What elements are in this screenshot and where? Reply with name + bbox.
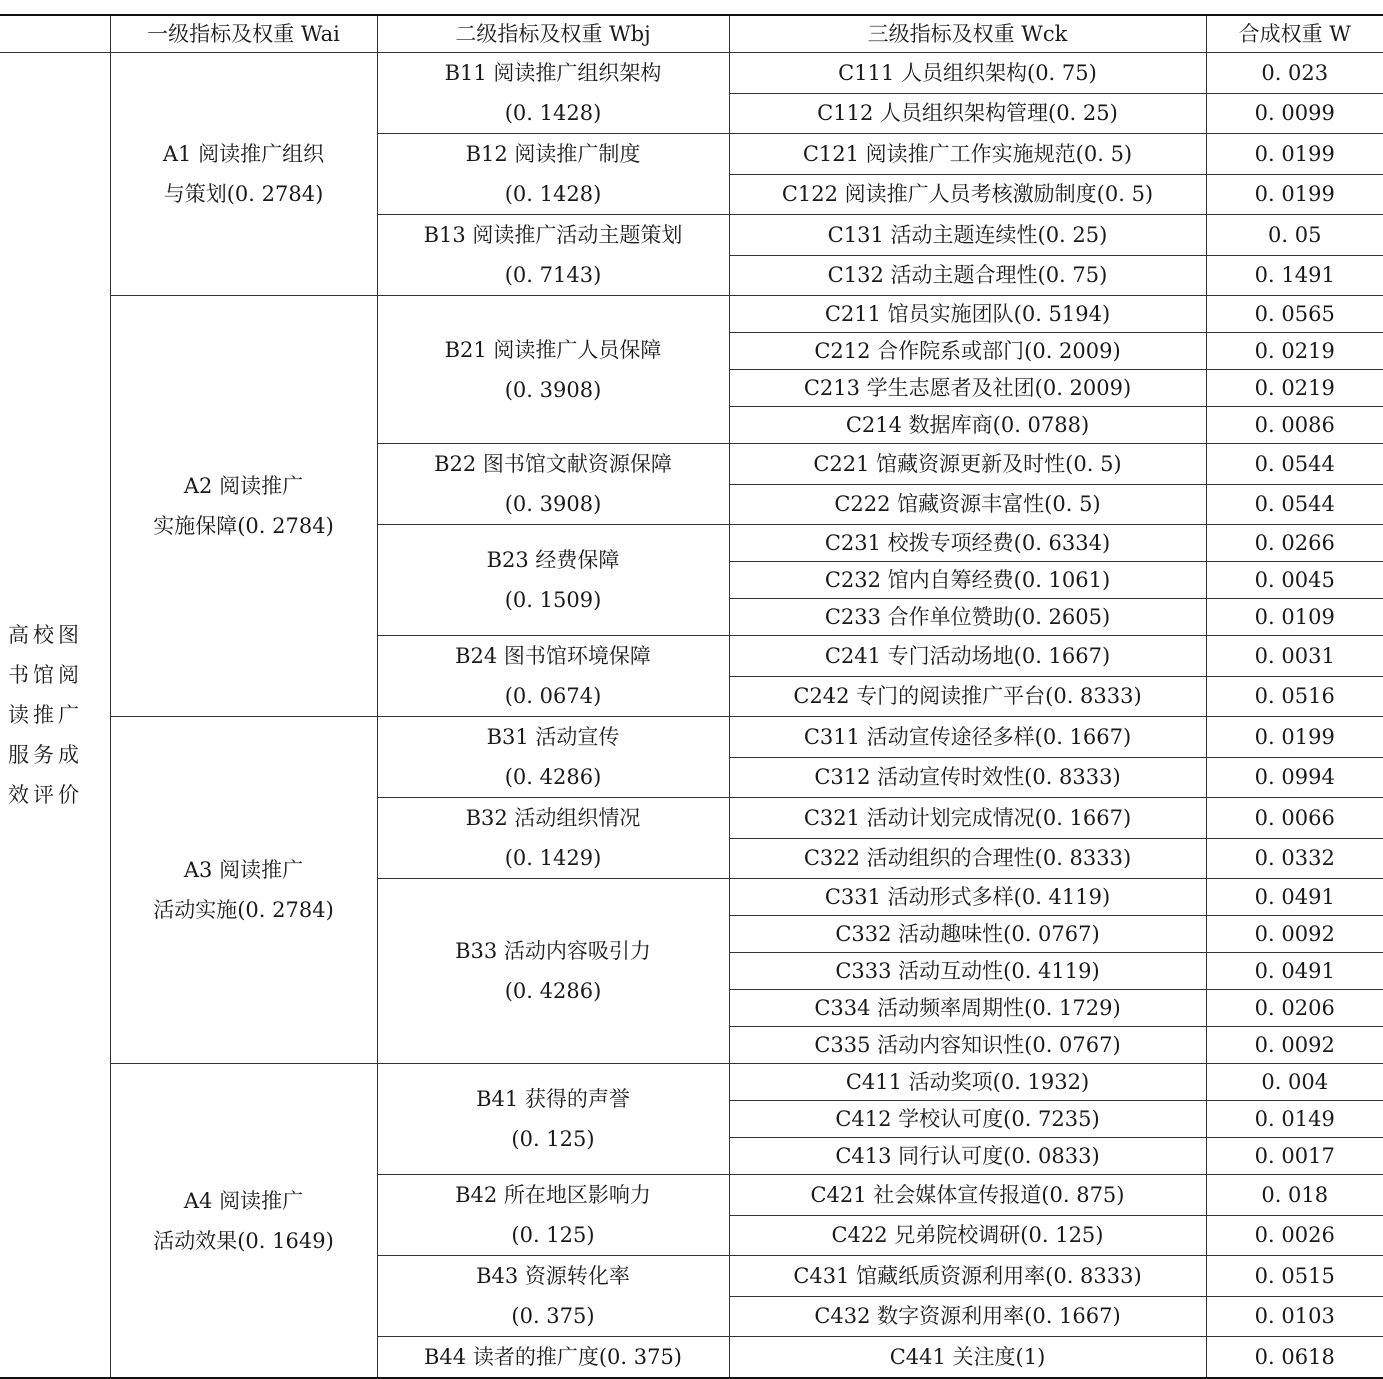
level2-indicator-cell-weight: (0. 1509) (504, 588, 602, 612)
level1-indicator-cell (110, 1064, 377, 1379)
level3-indicator-cell: C331 活动形式多样(0. 4119) (729, 879, 1206, 916)
table-row (0, 1064, 1383, 1101)
level3-indicator-cell: C122 阅读推广人员考核激励制度(0. 5) (729, 174, 1206, 215)
level3-indicator-cell: C241 专门活动场地(0. 1667) (729, 636, 1206, 677)
level2-indicator-cell (377, 53, 729, 134)
level3-indicator-cell: C334 活动频率周期性(0. 1729) (729, 990, 1206, 1027)
header-level1: 一级指标及权重 Wai (110, 15, 377, 53)
level2-indicator-cell (377, 134, 729, 215)
table-row (0, 717, 1383, 758)
level2-indicator-cell-weight: (0. 7143) (504, 263, 602, 287)
level2-indicator-cell (377, 1064, 729, 1175)
level3-indicator-cell: C221 馆藏资源更新及时性(0. 5) (729, 444, 1206, 485)
level2-indicator-cell-title: B31 活动宣传 (486, 725, 620, 749)
level3-indicator-cell: C432 数字资源利用率(0. 1667) (729, 1296, 1206, 1337)
level2-indicator-cell-title: B24 图书馆环境保障 (455, 644, 651, 668)
level1-indicator-cell (110, 717, 377, 1064)
table-row (0, 53, 1383, 94)
level1-indicator-cell (110, 53, 377, 296)
level3-indicator-cell: C222 馆藏资源丰富性(0. 5) (729, 484, 1206, 525)
table-body (0, 53, 1383, 1379)
composite-weight-cell: 0. 0149 (1206, 1101, 1383, 1138)
level3-indicator-cell: C211 馆员实施团队(0. 5194) (729, 296, 1206, 333)
composite-weight-cell: 0. 0206 (1206, 990, 1383, 1027)
level2-indicator-cell-title: B33 活动内容吸引力 (455, 939, 651, 963)
composite-weight-cell: 0. 0219 (1206, 333, 1383, 370)
level2-indicator-cell-weight: (0. 4286) (504, 765, 602, 789)
level2-indicator-cell-title: B41 获得的声誉 (476, 1087, 630, 1111)
level2-indicator-cell-weight: (0. 1428) (504, 101, 602, 125)
header-composite-weight: 合成权重 W (1206, 15, 1383, 53)
composite-weight-cell: 0. 023 (1206, 53, 1383, 94)
level3-indicator-cell: C333 活动互动性(0. 4119) (729, 953, 1206, 990)
composite-weight-cell: 0. 0099 (1206, 93, 1383, 134)
level3-indicator-cell: C431 馆藏纸质资源利用率(0. 8333) (729, 1256, 1206, 1297)
level1-indicator-cell-title: A1 阅读推广组织 (162, 142, 325, 166)
level3-indicator-cell: C132 活动主题合理性(0. 75) (729, 255, 1206, 296)
level3-indicator-cell: C311 活动宣传途径多样(0. 1667) (729, 717, 1206, 758)
header-level3: 三级指标及权重 Wck (729, 15, 1206, 53)
level2-indicator-cell (377, 798, 729, 879)
level2-indicator-cell-weight: (0. 1428) (504, 182, 602, 206)
level2-indicator-cell-weight: (0. 4286) (504, 979, 602, 1003)
level3-indicator-cell: C422 兄弟院校调研(0. 125) (729, 1215, 1206, 1256)
level3-indicator-cell: C214 数据库商(0. 0788) (729, 407, 1206, 444)
header-level2: 二级指标及权重 Wbj (377, 15, 729, 53)
level1-indicator-cell-title: A3 阅读推广 (183, 858, 304, 882)
composite-weight-cell: 0. 0219 (1206, 370, 1383, 407)
level3-indicator-cell: C312 活动宣传时效性(0. 8333) (729, 757, 1206, 798)
level2-indicator-cell-title: B23 经费保障 (486, 548, 620, 572)
composite-weight-cell: 0. 0092 (1206, 1027, 1383, 1064)
level2-indicator-cell-title: B32 活动组织情况 (465, 806, 641, 830)
header-root (0, 15, 110, 53)
composite-weight-cell: 0. 0516 (1206, 676, 1383, 717)
composite-weight-cell: 0. 0092 (1206, 916, 1383, 953)
level3-indicator-cell: C121 阅读推广工作实施规范(0. 5) (729, 134, 1206, 175)
level3-indicator-cell: C212 合作院系或部门(0. 2009) (729, 333, 1206, 370)
level1-indicator-cell-weight: 与策划(0. 2784) (163, 182, 324, 206)
composite-weight-cell: 0. 0266 (1206, 525, 1383, 562)
level3-indicator-cell: C112 人员组织架构管理(0. 25) (729, 93, 1206, 134)
level3-indicator-cell: C421 社会媒体宣传报道(0. 875) (729, 1175, 1206, 1216)
level3-indicator-cell: C233 合作单位赞助(0. 2605) (729, 599, 1206, 636)
composite-weight-cell: 0. 0199 (1206, 134, 1383, 175)
composite-weight-cell: 0. 018 (1206, 1175, 1383, 1216)
level2-indicator-cell-weight: (0. 375) (511, 1304, 595, 1328)
level2-indicator-cell (377, 1175, 729, 1256)
level1-indicator-cell-weight: 实施保障(0. 2784) (153, 514, 334, 538)
level3-indicator-cell: C412 学校认可度(0. 7235) (729, 1101, 1206, 1138)
level3-indicator-cell: C321 活动计划完成情况(0. 1667) (729, 798, 1206, 839)
composite-weight-cell: 0. 0565 (1206, 296, 1383, 333)
level3-indicator-cell: C411 活动奖项(0. 1932) (729, 1064, 1206, 1101)
level3-indicator-cell: C332 活动趣味性(0. 0767) (729, 916, 1206, 953)
composite-weight-cell: 0. 0066 (1206, 798, 1383, 839)
level2-indicator-cell-title: B21 阅读推广人员保障 (444, 337, 662, 362)
level3-indicator-cell: C231 校拨专项经费(0. 6334) (729, 525, 1206, 562)
level2-indicator-cell-title: B22 图书馆文献资源保障 (434, 452, 672, 476)
level3-indicator-cell: C213 学生志愿者及社团(0. 2009) (729, 370, 1206, 407)
level2-indicator-cell (377, 1337, 729, 1379)
table-row (0, 296, 1383, 333)
level2-indicator-cell-weight: (0. 0674) (504, 684, 602, 708)
composite-weight-cell: 0. 0031 (1206, 636, 1383, 677)
level1-indicator-cell (110, 296, 377, 717)
level2-indicator-cell (377, 636, 729, 717)
level3-indicator-cell: C131 活动主题连续性(0. 25) (729, 215, 1206, 256)
level2-indicator-cell-title: B44 读者的推广度(0. 375) (423, 1345, 682, 1369)
level2-indicator-cell-title: B11 阅读推广组织架构 (444, 61, 662, 85)
level2-indicator-cell (377, 444, 729, 525)
level3-indicator-cell: C322 活动组织的合理性(0. 8333) (729, 838, 1206, 879)
level1-indicator-cell-title: A4 阅读推广 (183, 1188, 304, 1213)
level2-indicator-cell-weight: (0. 3908) (504, 492, 602, 516)
level3-indicator-cell: C242 专门的阅读推广平台(0. 8333) (729, 676, 1206, 717)
level2-indicator-cell (377, 1256, 729, 1337)
level1-indicator-cell-title: A2 阅读推广 (183, 474, 304, 498)
composite-weight-cell: 0. 0017 (1206, 1138, 1383, 1175)
level2-indicator-cell-weight: (0. 125) (511, 1223, 595, 1247)
composite-weight-cell: 0. 05 (1206, 215, 1383, 256)
composite-weight-cell: 0. 1491 (1206, 255, 1383, 296)
level2-indicator-cell (377, 717, 729, 798)
level2-indicator-cell-weight: (0. 125) (511, 1127, 595, 1151)
level3-indicator-cell: C413 同行认可度(0. 0833) (729, 1138, 1206, 1175)
level2-indicator-cell (377, 215, 729, 296)
level3-indicator-cell: C232 馆内自筹经费(0. 1061) (729, 562, 1206, 599)
level2-indicator-cell (377, 525, 729, 636)
composite-weight-cell: 0. 0109 (1206, 599, 1383, 636)
level3-indicator-cell: C441 关注度(1) (729, 1337, 1206, 1379)
level2-indicator-cell-title: B42 所在地区影响力 (455, 1183, 651, 1207)
composite-weight-cell: 0. 0199 (1206, 174, 1383, 215)
composite-weight-cell: 0. 0045 (1206, 562, 1383, 599)
composite-weight-cell: 0. 0618 (1206, 1337, 1383, 1379)
composite-weight-cell: 0. 0491 (1206, 879, 1383, 916)
composite-weight-cell: 0. 0544 (1206, 484, 1383, 525)
level2-indicator-cell-title: B13 阅读推广活动主题策划 (423, 223, 683, 247)
level2-indicator-cell (377, 296, 729, 444)
composite-weight-cell: 0. 0103 (1206, 1296, 1383, 1337)
composite-weight-cell: 0. 0515 (1206, 1256, 1383, 1297)
level2-indicator-cell (377, 879, 729, 1064)
composite-weight-cell: 0. 0332 (1206, 838, 1383, 879)
level3-indicator-cell: C335 活动内容知识性(0. 0767) (729, 1027, 1206, 1064)
composite-weight-cell: 0. 0994 (1206, 757, 1383, 798)
level2-indicator-cell-weight: (0. 1429) (504, 846, 602, 870)
table-header-row (0, 15, 1383, 53)
level2-indicator-cell-title: B43 资源转化率 (476, 1264, 630, 1288)
composite-weight-cell: 0. 0026 (1206, 1215, 1383, 1256)
composite-weight-cell: 0. 004 (1206, 1064, 1383, 1101)
composite-weight-cell: 0. 0491 (1206, 953, 1383, 990)
level3-indicator-cell: C111 人员组织架构(0. 75) (729, 53, 1206, 94)
level1-indicator-cell-weight: 活动效果(0. 1649) (153, 1228, 334, 1253)
composite-weight-cell: 0. 0199 (1206, 717, 1383, 758)
level2-indicator-cell-title: B12 阅读推广制度 (465, 142, 641, 166)
level2-indicator-cell-weight: (0. 3908) (504, 377, 602, 402)
composite-weight-cell: 0. 0544 (1206, 444, 1383, 485)
level1-indicator-cell-weight: 活动实施(0. 2784) (153, 898, 334, 922)
root-indicator-cell: 高校图书馆阅读推广服务成效评价 (0, 53, 110, 1379)
composite-weight-cell: 0. 0086 (1206, 407, 1383, 444)
indicator-weights-table (0, 14, 1383, 1379)
